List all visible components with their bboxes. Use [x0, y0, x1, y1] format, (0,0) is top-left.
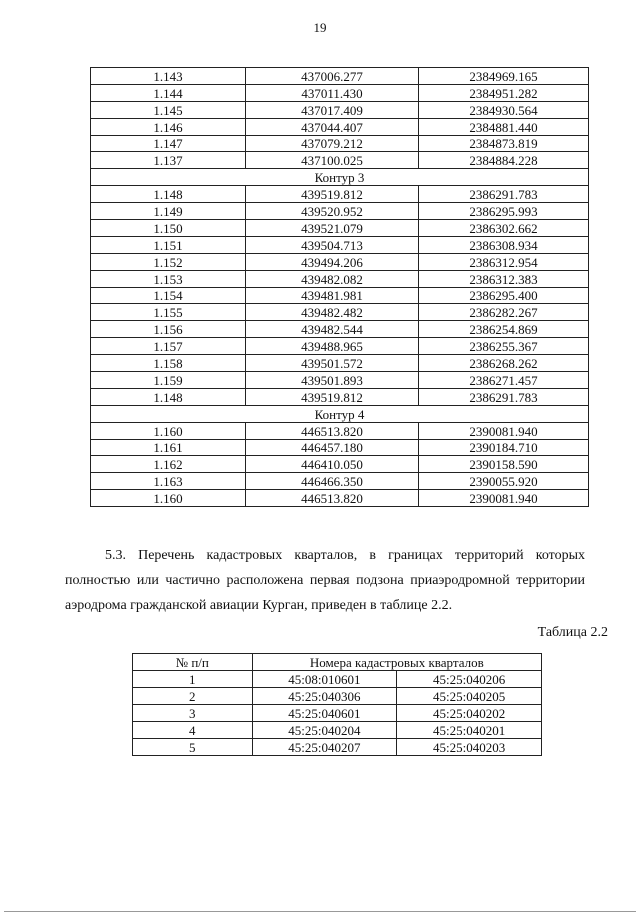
point-id: 1.160	[91, 490, 246, 507]
coord-x: 446410.050	[246, 456, 419, 473]
table-row	[91, 388, 589, 405]
table-row	[91, 439, 589, 456]
quarter-number: 45:25:040601	[252, 705, 397, 722]
quarter-number: 45:25:040206	[397, 671, 542, 688]
coord-y: 2384881.440	[419, 118, 589, 135]
coord-x: 437006.277	[246, 68, 419, 85]
page-number: 19	[313, 20, 327, 35]
point-id: 1.143	[91, 68, 246, 85]
table-row	[91, 68, 589, 85]
coord-x: 437100.025	[246, 152, 419, 169]
coord-y: 2390081.940	[419, 490, 589, 507]
row-number: 2	[133, 688, 253, 705]
cadastral-quarters-table	[132, 653, 542, 756]
coord-y: 2386268.262	[419, 355, 589, 372]
coord-x: 437017.409	[246, 101, 419, 118]
point-id: 1.151	[91, 236, 246, 253]
table-row	[133, 688, 542, 705]
point-id: 1.161	[91, 439, 246, 456]
coord-x: 446513.820	[246, 422, 419, 439]
coord-x: 446457.180	[246, 439, 419, 456]
table-row	[91, 152, 589, 169]
paragraph-5-3	[65, 543, 585, 618]
coord-x: 439482.544	[246, 321, 419, 338]
coord-y: 2390184.710	[419, 439, 589, 456]
coord-y: 2384873.819	[419, 135, 589, 152]
quarter-number: 45:25:040204	[252, 722, 397, 739]
table-row	[133, 705, 542, 722]
point-id: 1.158	[91, 355, 246, 372]
point-id: 1.153	[91, 270, 246, 287]
page-bottom-edge	[4, 911, 636, 912]
point-id: 1.162	[91, 456, 246, 473]
row-number: 5	[133, 739, 253, 756]
coord-y: 2386254.869	[419, 321, 589, 338]
table-caption: Таблица 2.2	[537, 625, 608, 640]
table-row	[91, 101, 589, 118]
table-row	[91, 456, 589, 473]
row-number: 1	[133, 671, 253, 688]
table-row	[91, 355, 589, 372]
coord-y: 2390158.590	[419, 456, 589, 473]
point-id: 1.160	[91, 422, 246, 439]
table-row	[91, 118, 589, 135]
quarter-number: 45:25:040202	[397, 705, 542, 722]
coord-x: 439482.082	[246, 270, 419, 287]
point-id: 1.154	[91, 287, 246, 304]
point-id: 1.157	[91, 338, 246, 355]
coord-y: 2386295.993	[419, 203, 589, 220]
table-row	[91, 186, 589, 203]
coord-y: 2386291.783	[419, 388, 589, 405]
table-row	[133, 722, 542, 739]
table-row	[91, 490, 589, 507]
contour-label: Контур 4	[91, 405, 589, 422]
coord-x: 439519.812	[246, 388, 419, 405]
coord-y: 2386271.457	[419, 372, 589, 389]
point-id: 1.159	[91, 372, 246, 389]
table-row	[91, 253, 589, 270]
point-id: 1.156	[91, 321, 246, 338]
point-id: 1.155	[91, 304, 246, 321]
quarter-number: 45:25:040306	[252, 688, 397, 705]
point-id: 1.145	[91, 101, 246, 118]
coord-y: 2386255.367	[419, 338, 589, 355]
coordinates-table	[90, 67, 589, 507]
coord-y: 2386295.400	[419, 287, 589, 304]
table-row	[91, 372, 589, 389]
table-row	[91, 135, 589, 152]
point-id: 1.163	[91, 473, 246, 490]
coord-y: 2386312.383	[419, 270, 589, 287]
coord-x: 439521.079	[246, 220, 419, 237]
coord-y: 2386312.954	[419, 253, 589, 270]
coord-y: 2384884.228	[419, 152, 589, 169]
quarters-header-row	[133, 654, 542, 671]
contour-header-row	[91, 169, 589, 186]
table-row	[91, 270, 589, 287]
coord-x: 439494.206	[246, 253, 419, 270]
point-id: 1.147	[91, 135, 246, 152]
table-row	[91, 236, 589, 253]
contour-label: Контур 3	[91, 169, 589, 186]
coord-y: 2390055.920	[419, 473, 589, 490]
point-id: 1.152	[91, 253, 246, 270]
quarter-number: 45:08:010601	[252, 671, 397, 688]
point-id: 1.149	[91, 203, 246, 220]
table-row	[91, 287, 589, 304]
coord-x: 439520.952	[246, 203, 419, 220]
point-id: 1.148	[91, 388, 246, 405]
point-id: 1.144	[91, 84, 246, 101]
paragraph-text: 5.3. Перечень кадастровых кварталов, в границах территорий которых полностью или частично расположена первая подзона приаэродромной территории аэродрома гражданской авиации Курган, приведен в таблице 2.2.	[65, 548, 585, 613]
point-id: 1.150	[91, 220, 246, 237]
header-num: № п/п	[133, 654, 253, 671]
coord-x: 446466.350	[246, 473, 419, 490]
coord-x: 437011.430	[246, 84, 419, 101]
table-row	[91, 304, 589, 321]
contour-header-row	[91, 405, 589, 422]
point-id: 1.146	[91, 118, 246, 135]
table-row	[91, 338, 589, 355]
quarter-number: 45:25:040203	[397, 739, 542, 756]
coord-y: 2384930.564	[419, 101, 589, 118]
point-id: 1.148	[91, 186, 246, 203]
table-row	[133, 671, 542, 688]
table-row	[91, 422, 589, 439]
coord-x: 439488.965	[246, 338, 419, 355]
coord-y: 2386291.783	[419, 186, 589, 203]
table-row	[91, 321, 589, 338]
table-row	[91, 473, 589, 490]
coord-y: 2386302.662	[419, 220, 589, 237]
quarter-number: 45:25:040205	[397, 688, 542, 705]
coord-x: 439481.981	[246, 287, 419, 304]
coord-x: 439501.572	[246, 355, 419, 372]
header-quarters: Номера кадастровых кварталов	[252, 654, 541, 671]
coord-x: 437044.407	[246, 118, 419, 135]
coord-x: 439482.482	[246, 304, 419, 321]
quarter-number: 45:25:040207	[252, 739, 397, 756]
table-row	[133, 739, 542, 756]
row-number: 4	[133, 722, 253, 739]
coord-y: 2386308.934	[419, 236, 589, 253]
coord-y: 2386282.267	[419, 304, 589, 321]
table-row	[91, 203, 589, 220]
quarter-number: 45:25:040201	[397, 722, 542, 739]
coord-x: 439504.713	[246, 236, 419, 253]
coord-y: 2384951.282	[419, 84, 589, 101]
coord-x: 437079.212	[246, 135, 419, 152]
coord-x: 439519.812	[246, 186, 419, 203]
coord-y: 2390081.940	[419, 422, 589, 439]
point-id: 1.137	[91, 152, 246, 169]
table-row	[91, 84, 589, 101]
coord-x: 446513.820	[246, 490, 419, 507]
table-row	[91, 220, 589, 237]
coord-x: 439501.893	[246, 372, 419, 389]
row-number: 3	[133, 705, 253, 722]
coord-y: 2384969.165	[419, 68, 589, 85]
